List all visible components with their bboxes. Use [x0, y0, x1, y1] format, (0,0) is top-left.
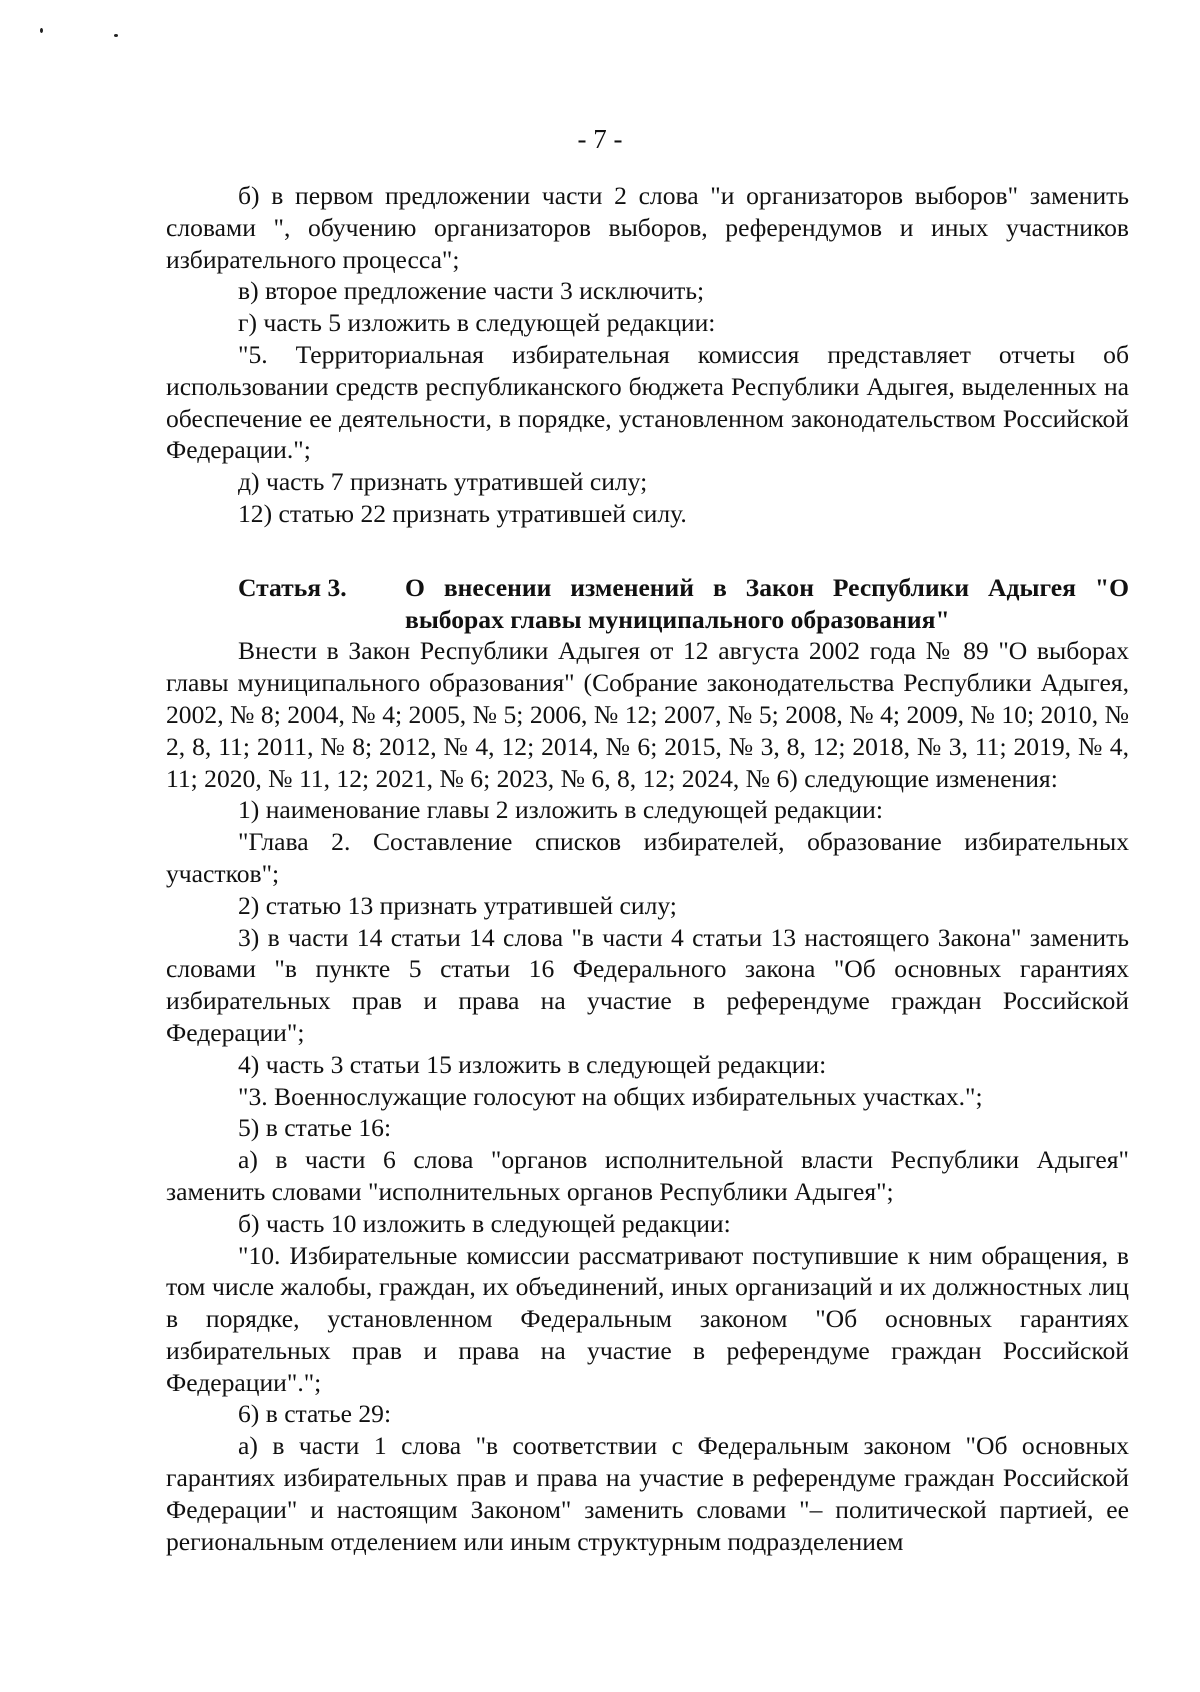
- scan-speck: [40, 28, 43, 33]
- paragraph: а) в части 6 слова "органов исполнительной власти Республики Адыгея" заменить словами "исполнительных органов Республики Адыгея";: [166, 1145, 1129, 1206]
- article-title: О внесении изменений в Закон Республики Адыгея "О выборах главы муниципального образования": [405, 572, 1129, 634]
- paragraph: г) часть 5 изложить в следующей редакции:: [238, 308, 716, 338]
- article-number: Статья 3.: [238, 572, 347, 602]
- paragraph: Внести в Закон Республики Адыгея от 12 августа 2002 года № 89 "О выборах главы муниципального образования" (Собрание законодательства Республики Адыгея, 2002, № 8; 2004, № 4; 2005, № 5; 2006, № 12; 2007, № 5; 2008, № 4; 2009, № 10; 2010, № 2, 8, 11; 2011, № 8; 2012, № 4, 12; 2014, № 6; 2015, № 3, 8, 12; 2018, № 3, 11; 2019, № 4, 11; 2020, № 11, 12; 2021, № 6; 2023, № 6, 8, 12; 2024, № 6) следующие изменения:: [166, 636, 1129, 793]
- article-heading: [166, 572, 1129, 636]
- paragraph: а) в части 1 слова "в соответствии с Федеральным законом "Об основных гарантиях избирательных прав и права на участие в референдуме граждан Российской Федерации" и настоящим Законом" заменить словами "– политической партией, ее региональным отделением или иным структурным подразделением: [166, 1431, 1129, 1556]
- paragraph: "5. Территориальная избирательная комиссия представляет отчеты об использовании средств республиканского бюджета Республики Адыгея, выделенных на обеспечение ее деятельности, в порядке, установленном законодательством Российской Федерации.";: [166, 339, 1129, 465]
- document-body: [166, 180, 1129, 1557]
- paragraph: 12) статью 22 признать утратившей силу.: [238, 498, 687, 528]
- paragraph: д) часть 7 признать утратившей силу;: [238, 467, 648, 497]
- paragraph: 5) в статье 16:: [238, 1113, 392, 1143]
- page-number: - 7 -: [577, 124, 623, 154]
- paragraph: 4) часть 3 статьи 15 изложить в следующей редакции:: [238, 1049, 827, 1079]
- paragraph: б) часть 10 изложить в следующей редакции:: [238, 1208, 731, 1238]
- paragraph: в) второе предложение части 3 исключить;: [238, 276, 705, 306]
- paragraph: "3. Военнослужащие голосуют на общих избирательных участках.";: [238, 1081, 983, 1111]
- paragraph: "Глава 2. Составление списков избирателей, образование избирательных участков";: [166, 827, 1129, 888]
- paragraph: 2) статью 13 признать утратившей силу;: [238, 890, 677, 920]
- paragraph: 1) наименование главы 2 изложить в следующей редакции:: [238, 795, 883, 825]
- scan-speck: [114, 34, 118, 37]
- section-gap: [166, 530, 1129, 572]
- paragraph: б) в первом предложении части 2 слова "и организаторов выборов" заменить словами ", обучению организаторов выборов, референдумов и иных участников избирательного процесса";: [166, 181, 1129, 274]
- paragraph: 6) в статье 29:: [238, 1399, 392, 1429]
- paragraph: 3) в части 14 статьи 14 слова "в части 4 статьи 13 настоящего Закона" заменить словами "в пункте 5 статьи 16 Федерального закона "Об основных гарантиях избирательных прав и права на участие в референдуме граждан Российской Федерации";: [166, 922, 1129, 1047]
- paragraph: "10. Избирательные комиссии рассматривают поступившие к ним обращения, в том числе жалобы, граждан, их объединений, иных организаций и их должностных лиц в порядке, установленном Федеральным законом "Об основных гарантиях избирательных прав и права на участие в референдуме граждан Российской Федерации".";: [166, 1240, 1129, 1397]
